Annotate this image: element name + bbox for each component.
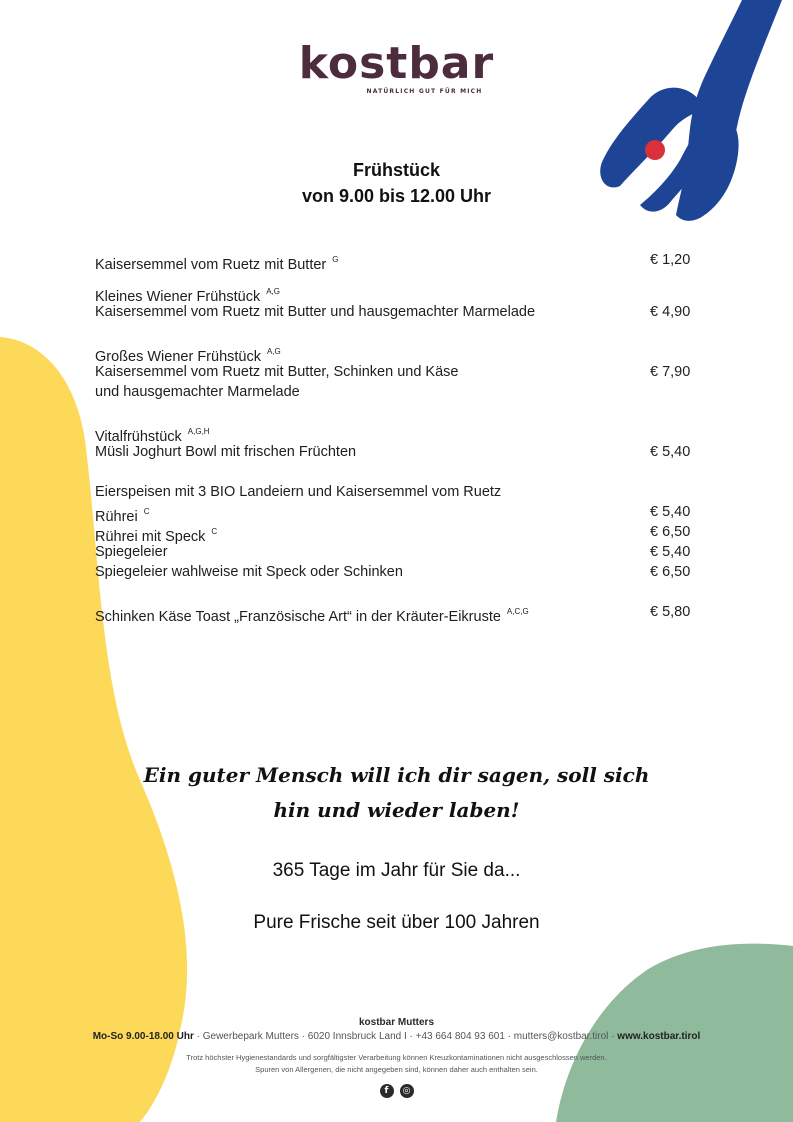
logo-wordmark: kostbar: [298, 38, 495, 89]
allergen-codes: G: [332, 255, 339, 264]
footer: [0, 1016, 793, 1098]
menu-item-vital-desc: [95, 442, 695, 462]
footer-website[interactable]: www.kostbar.tirol: [617, 1031, 701, 1042]
item-name: Großes Wiener Frühstück: [95, 349, 261, 365]
footer-contact: [0, 1030, 793, 1044]
footer-address: · Gewerbepark Mutters · 6020 Innsbruck Land I · +43 664 804 93 601 · mutters@kostbar.tirol ·: [196, 1031, 615, 1042]
item-name: Rührei mit Speck: [95, 529, 206, 545]
allergen-codes: A,G,H: [187, 427, 210, 436]
footer-location-name: kostbar Mutters: [358, 1017, 434, 1028]
item-price: € 7,90: [650, 364, 691, 380]
item-price: € 1,20: [650, 252, 691, 268]
item-price: € 5,40: [650, 544, 691, 560]
allergen-codes: A,G: [267, 347, 281, 356]
item-price: € 6,50: [650, 564, 691, 580]
item-name: Rührei: [95, 509, 138, 525]
item-description: Kaisersemmel vom Ruetz mit Butter und hausgemachter Marmelade: [95, 304, 536, 320]
menu-title: Frühstück: [352, 160, 440, 180]
menu-list: [95, 250, 695, 625]
item-description: und hausgemachter Marmelade: [95, 384, 300, 400]
item-price: € 6,50: [650, 524, 691, 540]
item-name: Kleines Wiener Frühstück: [95, 289, 261, 305]
disclaimer-line-2: Spuren von Allergenen, die nicht angegeben sind, können daher auch enthalten sein.: [255, 1065, 538, 1074]
quote-line-1: Ein guter Mensch will ich dir sagen, soll sich: [143, 763, 650, 787]
logo-tagline: NATÜRLICH GUT FÜR MICH: [366, 88, 483, 95]
allergen-codes: C: [143, 507, 150, 516]
menu-item-kleines: [95, 282, 695, 305]
eierspeisen-heading: [95, 482, 695, 502]
item-name: Schinken Käse Toast „Französische Art“ in der Kräuter-Eikruste: [95, 609, 501, 625]
allergen-codes: A,C,G: [506, 607, 529, 616]
allergen-codes: A,G: [266, 287, 280, 296]
social-links: [0, 1084, 793, 1098]
menu-item-grosses-desc2: [95, 382, 695, 402]
menu-item-grosses-desc: [95, 362, 695, 382]
footer-hours: Mo-So 9.00-18.00 Uhr: [92, 1031, 194, 1042]
item-price: € 5,40: [650, 504, 691, 520]
menu-item-spiegeleier: [95, 542, 695, 562]
instagram-icon[interactable]: ◎: [400, 1084, 414, 1098]
menu-item-grosses: [95, 342, 695, 365]
menu-hours: von 9.00 bis 12.00 Uhr: [301, 186, 492, 206]
menu-item-spiegeleier-speck: [95, 562, 695, 582]
item-price: € 4,90: [650, 304, 691, 320]
menu-item-ruehrei-speck: [95, 522, 695, 545]
slogan-days: 365 Tage im Jahr für Sie da...: [272, 860, 521, 881]
menu-item-ruehrei: [95, 502, 695, 525]
slogan-fresh: Pure Frische seit über 100 Jahren: [253, 912, 540, 933]
item-name: Spiegeleier: [95, 544, 168, 560]
item-price: € 5,80: [650, 604, 691, 620]
item-description: Kaisersemmel vom Ruetz mit Butter, Schinken und Käse: [95, 364, 459, 380]
menu-item-kaisersemmel: [95, 250, 695, 273]
allergen-disclaimer: [0, 1052, 793, 1076]
item-price: € 5,40: [650, 444, 691, 460]
facebook-icon[interactable]: f: [380, 1084, 394, 1098]
item-name: Vitalfrühstück: [95, 429, 182, 445]
item-name: Kaisersemmel vom Ruetz mit Butter: [95, 257, 327, 273]
quote: [0, 758, 793, 828]
section-heading: Eierspeisen mit 3 BIO Landeiern und Kaisersemmel vom Ruetz: [95, 484, 502, 500]
disclaimer-line-1: Trotz höchster Hygienestandards und sorgfältigster Verarbeitung können Kreuzkontaminationen nicht ausgeschlossen werden.: [186, 1053, 607, 1062]
logo: [0, 40, 793, 95]
menu-item-toast: [95, 602, 695, 625]
quote-line-2: hin und wieder laben!: [273, 798, 520, 822]
menu-item-vital: [95, 422, 695, 445]
allergen-codes: C: [211, 527, 218, 536]
item-name: Spiegeleier wahlweise mit Speck oder Schinken: [95, 564, 403, 580]
item-description: Müsli Joghurt Bowl mit frischen Früchten: [95, 444, 357, 460]
menu-item-kleines-desc: [95, 302, 695, 322]
menu-heading: [0, 157, 793, 209]
